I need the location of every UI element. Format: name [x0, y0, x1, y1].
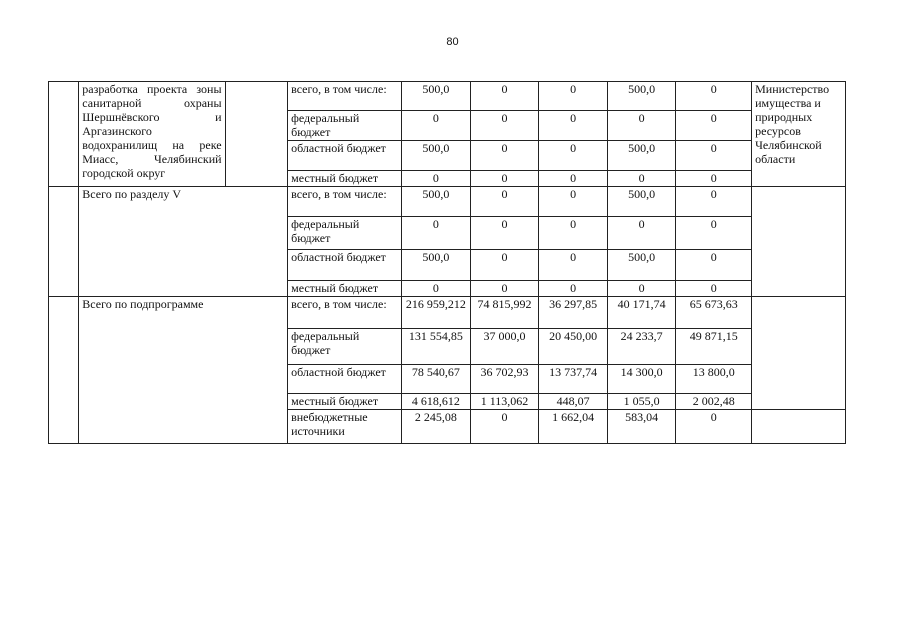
value-cell: 0: [539, 281, 608, 297]
funding-source: внебюджетные источники: [288, 410, 402, 444]
value-cell: 14 300,0: [607, 365, 676, 394]
value-cell: 0: [470, 111, 539, 141]
funding-source: всего, в том числе:: [288, 82, 402, 111]
value-cell: 131 554,85: [402, 329, 471, 365]
value-cell: 0: [402, 111, 471, 141]
value-cell: 0: [676, 111, 752, 141]
value-cell: 2 245,08: [402, 410, 471, 444]
value-cell: 13 737,74: [539, 365, 608, 394]
funding-source: местный бюджет: [288, 171, 402, 187]
page-number: 80: [446, 36, 459, 48]
value-cell: 0: [470, 281, 539, 297]
value-cell: 0: [676, 410, 752, 444]
value-cell: 1 055,0: [607, 394, 676, 410]
value-cell: 500,0: [402, 141, 471, 171]
value-cell: 4 618,612: [402, 394, 471, 410]
value-cell: 0: [607, 111, 676, 141]
value-cell: 0: [539, 171, 608, 187]
measure-description: разработка проекта зоны санитарной охраны Шершнёвского и Аргазинского водохранилищ на реке Миасс, Челябинский городской округ: [79, 82, 225, 187]
value-cell: 0: [470, 82, 539, 111]
table-row: [49, 82, 846, 111]
value-cell: 500,0: [402, 82, 471, 111]
value-cell: 13 800,0: [676, 365, 752, 394]
value-cell: 0: [402, 171, 471, 187]
funding-source: федеральный бюджет: [288, 111, 402, 141]
value-cell: 49 871,15: [676, 329, 752, 365]
value-cell: 74 815,992: [470, 297, 539, 329]
funding-source: федеральный бюджет: [288, 329, 402, 365]
funding-source: всего, в том числе:: [288, 297, 402, 329]
section-total-label: Всего по разделу V: [79, 187, 288, 297]
value-cell: 0: [676, 217, 752, 250]
value-cell: 0: [470, 171, 539, 187]
value-cell: 0: [539, 217, 608, 250]
value-cell: 448,07: [539, 394, 608, 410]
executor-cell: Министерство имущества и природных ресурсов Челябинской области: [752, 82, 846, 187]
value-cell: 20 450,00: [539, 329, 608, 365]
funding-source: местный бюджет: [288, 394, 402, 410]
value-cell: 0: [470, 410, 539, 444]
value-cell: 0: [676, 171, 752, 187]
budget-table: [48, 81, 846, 444]
funding-source: местный бюджет: [288, 281, 402, 297]
value-cell: 0: [539, 250, 608, 281]
funding-source: областной бюджет: [288, 250, 402, 281]
value-cell: 78 540,67: [402, 365, 471, 394]
value-cell: 0: [539, 111, 608, 141]
value-cell: 37 000,0: [470, 329, 539, 365]
funding-source: всего, в том числе:: [288, 187, 402, 217]
value-cell: 0: [539, 141, 608, 171]
value-cell: 0: [539, 82, 608, 111]
value-cell: 0: [470, 250, 539, 281]
value-cell: 0: [470, 217, 539, 250]
funding-source: областной бюджет: [288, 365, 402, 394]
value-cell: 500,0: [402, 187, 471, 217]
value-cell: 0: [607, 281, 676, 297]
number-cell: [49, 297, 79, 444]
value-cell: 24 233,7: [607, 329, 676, 365]
funding-source: федеральный бюджет: [288, 217, 402, 250]
table-row: [49, 297, 846, 329]
value-cell: 2 002,48: [676, 394, 752, 410]
value-cell: 0: [470, 187, 539, 217]
value-cell: 0: [676, 187, 752, 217]
value-cell: 216 959,212: [402, 297, 471, 329]
value-cell: 500,0: [607, 82, 676, 111]
subprogram-total-label: Всего по подпрограмме: [79, 297, 288, 444]
number-cell: [49, 82, 79, 187]
value-cell: 583,04: [607, 410, 676, 444]
value-cell: 1 662,04: [539, 410, 608, 444]
executor-cell: [752, 187, 846, 297]
value-cell: 0: [470, 141, 539, 171]
value-cell: 0: [539, 187, 608, 217]
funding-source: областной бюджет: [288, 141, 402, 171]
value-cell: 36 297,85: [539, 297, 608, 329]
value-cell: 0: [402, 217, 471, 250]
value-cell: 500,0: [607, 141, 676, 171]
value-cell: 0: [676, 281, 752, 297]
value-cell: 0: [402, 281, 471, 297]
value-cell: 500,0: [607, 250, 676, 281]
value-cell: 1 113,062: [470, 394, 539, 410]
value-cell: 0: [676, 250, 752, 281]
table-row: [49, 187, 846, 217]
value-cell: 0: [607, 171, 676, 187]
value-cell: 500,0: [607, 187, 676, 217]
value-cell: 0: [607, 217, 676, 250]
executor-cell: [752, 297, 846, 410]
executor-cell: [752, 410, 846, 444]
value-cell: 65 673,63: [676, 297, 752, 329]
value-cell: 0: [676, 141, 752, 171]
period-cell: [225, 82, 288, 187]
value-cell: 0: [676, 82, 752, 111]
value-cell: 40 171,74: [607, 297, 676, 329]
number-cell: [49, 187, 79, 297]
value-cell: 500,0: [402, 250, 471, 281]
value-cell: 36 702,93: [470, 365, 539, 394]
